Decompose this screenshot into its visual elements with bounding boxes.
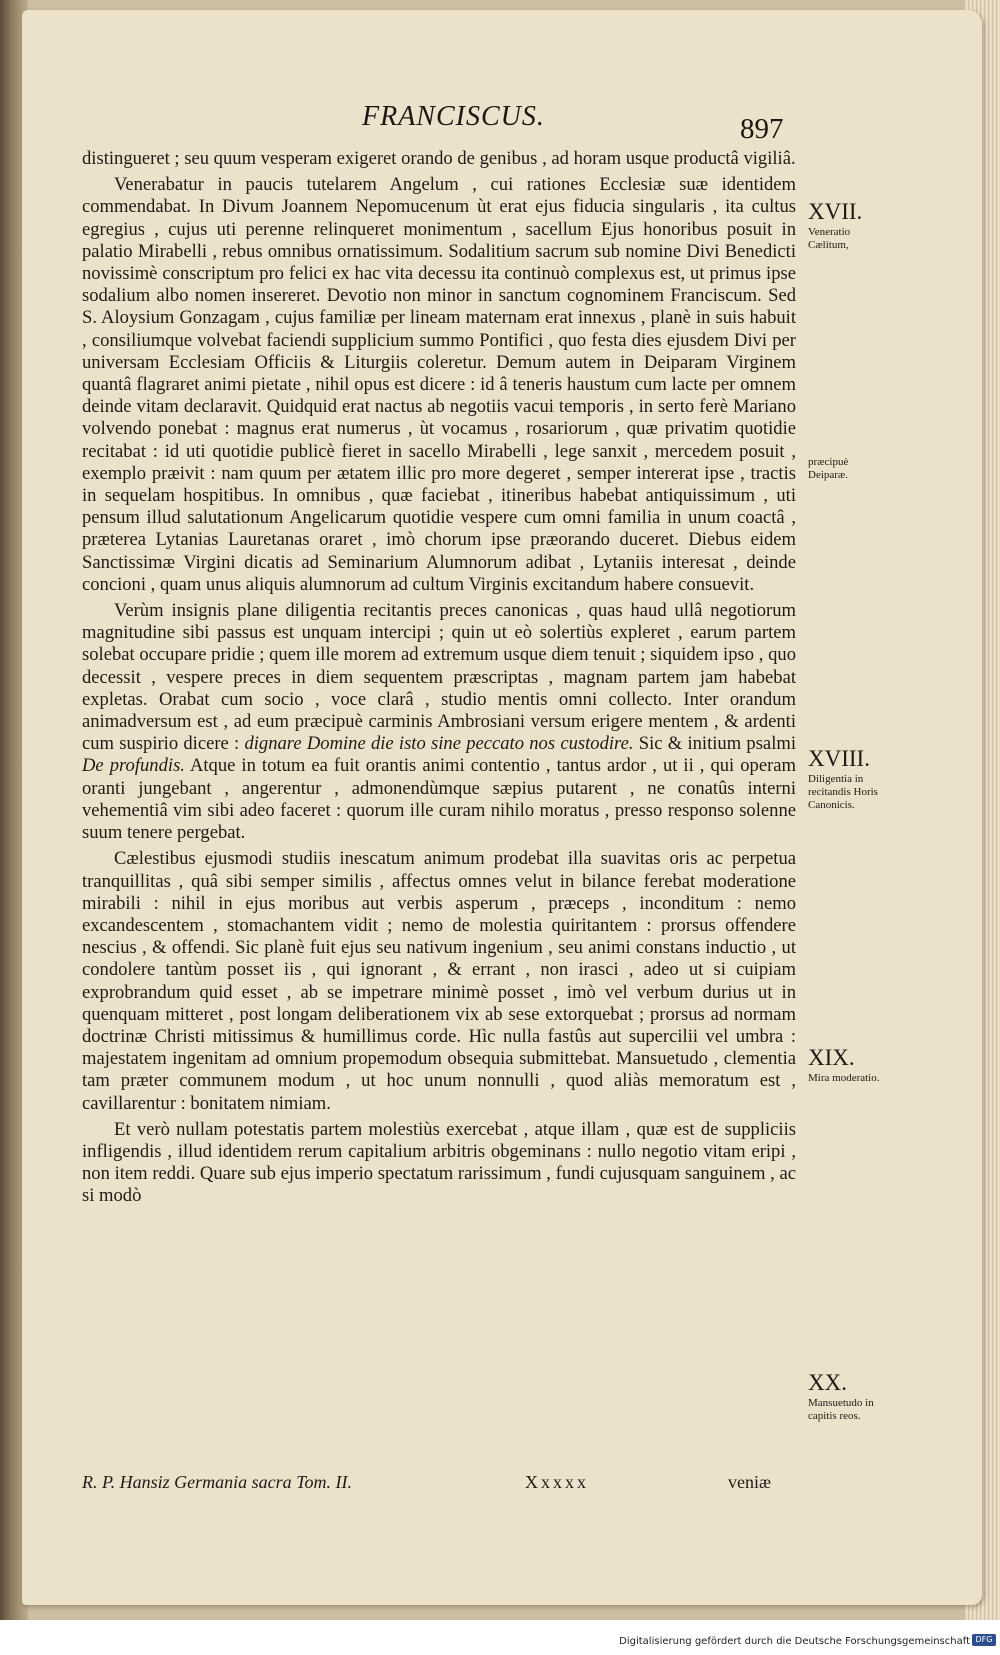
paragraph: distingueret ; seu quum vesperam exigeret orando de genibus , ad horam usque productâ vigiliâ. [82, 148, 796, 169]
margin-note [808, 1046, 888, 1085]
margin-note-number: XX. [808, 1370, 847, 1395]
paragraph: Et verò nullam potestatis partem molestiùs exercebat , atque illam , quæ est de suppliciis infligendis , illud identidem rerum capitalium arbitris obgeminans : nullo negotio vitam eripi , non item reddi. Quare sub ejus imperio spectatum rarissimum , fundi cujusquam sanguinem , ac si modò [82, 1118, 796, 1207]
signature-mark: Xxxxx [525, 1472, 589, 1492]
paragraph [82, 600, 796, 844]
main-text [82, 148, 796, 1212]
dfg-logo: DFG [972, 1634, 996, 1646]
margin-note [808, 456, 888, 482]
digitization-credit: Digitalisierung gefördert durch die Deutsche Forschungsgemeinschaft [619, 1636, 970, 1647]
paragraph: Venerabatur in paucis tutelarem Angelum , cui rationes Ecclesiæ suæ identidem commendabat. In Divum Joannem Nepomucenum ùt erat ejus fiducia singularis , ita cultus egregius , cujus uti perenne relinqueret monimentum , sacellum Ejus honoribus posuit in palatio Mirabelli , rebus omnibus ornatissimum. Sodalitium sacrum sub nomine Divi Benedicti novissimè conscriptum pro felici ex hac vita decessu ita continuò complexus est, ut primus ipse sodalium albo nomen insereret. Devotio non minor in sanctum cognominem Franciscum. Sed S. Aloysium Gonzagam , cujus familiæ per lineam maternam erat innexus , planè in suis habuit , consiliumque volvebat faciendi supplicium summo Pontifici , quo festa dies ejusdem Divi per universam Ecclesiam Officiis & Liturgiis coleretur. Demum autem in Deiparam Virginem quantâ flagraret animi pietate , nihil opus est dicere : id â teneris haustum cum lacte per omnem deinde vitam declaravit. Quidquid erat nactus ab negotiis vacui temporis , in serto ferè Mariano volvendo ponebat : magnus erat numerus , ùt vocamus , rosariorum , quæ privatim quotidie recitabat : id uti quotidie publicè fieret in sacello Mirabelli , lege sanxit , mercedem posuit , exemplo præivit : nam quum per ætatem illic pro more degeret , semper intererat ipse , tractis in sequelam hospitibus. In omnibus , quæ faciebat , itineribus habebat antiquissimum , uti pensum illud salutationum Angelicarum quotidie vespere cum omni familia in unum coactâ , præterea Lytanias Lauretanas oraret , imò chorum ipse præorando duceret. Diebus eidem Sanctissimæ Virgini dicatis ad Seminarium Alumnorum adibat , Lytaniis interesat , deinde concioni , quam unus aliquis alumnorum ad cultum Virginis excitandum habere consuevit. [82, 174, 796, 595]
margin-note-text: Mansuetudo in capitis reos. [808, 1397, 874, 1422]
italic-quote: dignare Domine die isto sine peccato nos custodire. [244, 733, 634, 755]
credit-bar [0, 1620, 1000, 1655]
page-header [22, 95, 982, 145]
margin-note-text: Diligentia in recitandis Horis Canonicis. [808, 773, 878, 811]
margin-note-text: Veneratio Cælitum, [808, 226, 851, 251]
margin-note-number: XVII. [808, 199, 863, 224]
footer-citation: R. P. Hansiz Germania sacra Tom. II. [82, 1472, 353, 1492]
margin-note-number: XIX. [808, 1045, 855, 1070]
page-footer [22, 1472, 982, 1502]
margin-note-number: XVIII. [808, 746, 870, 771]
margin-note [808, 747, 888, 812]
paragraph: Cælestibus ejusmodi studiis inescatum animum prodebat illa suavitas oris ac perpetua tranquillitas , quâ sibi semper similis , affectus omnes velut in bilance ferebat moderatione mirabili : nihil in ejus moribus aut verbis asperum , præceps , inconditum : nemo excandescentem , stomachantem vidit ; nemo de molestia quiritantem : prorsus offendere nescius , & offendi. Sic planè fuit ejus seu nativum ingenium , seu animi constans inductio , ut condolere tantùm posset iis , qui ignorant , & errant , non irasci , adeo ut si cuipiam exprobrandum quid esset , ab se impetrare minimè posset , imò vel verbum durius ut in quenquam mitteret , post longam deliberationem vix ab sese extorquebat ; prorsus ad normam doctrinæ Christi mitissimus & humillimus corde. Hìc nulla fastûs aut supercilii vel umbra : majestatem ingenitam ad omnium propemodum obsequia submittebat. Mansuetudo , clementia tam præter communem modum , ut hoc unum nonnulli , quod aliàs memoratum est , cavillarentur : bonitatem nimiam. [82, 848, 796, 1114]
margin-note-text: præcipuè Deiparæ. [808, 456, 849, 481]
running-head: FRANCISCUS. [362, 101, 545, 132]
catchword: veniæ [728, 1472, 771, 1492]
margin-note [808, 1371, 888, 1423]
book-page [22, 10, 982, 1605]
italic-quote: De profundis. [82, 755, 185, 777]
margin-note [808, 200, 888, 252]
paragraph-text: Atque in totum ea fuit orantis animi contentio , tantus ardor , ut ii , qui operam oranti jungebant , angerentur , admonendùmque sæpius putarent , ne conatûs interni vehementiâ vim sibi adeo faceret : quorum ille curam nihilo moratus , presso responso solenne suum tenere pergebat. [82, 755, 796, 844]
paragraph-text: Sic & initium psalmi [633, 733, 796, 755]
page-number: 897 [740, 113, 784, 145]
paragraph-text: Verùm insignis plane diligentia recitantis preces canonicas , quas haud ullâ negotiorum magnitudine sibi passus est unquam intercipi ; quin ut eò solertiùs expleret , earum partem solebat occupare pridie ; quem ille morem ad extremum usque diem tenuit ; siquidem ipso , quo decessit , vespere preces in diem sequentem præscriptas , magnam partem jam habebat expletas. Orabat cum socio , voce clarâ , studio mentis omni collecto. Inter orandum animadversum est , ad eum præcipuè carminis Ambrosiani versum erigere mentem , & ardenti cum suspirio dicere : [82, 600, 796, 755]
margin-note-text: Mira moderatio. [808, 1072, 880, 1084]
